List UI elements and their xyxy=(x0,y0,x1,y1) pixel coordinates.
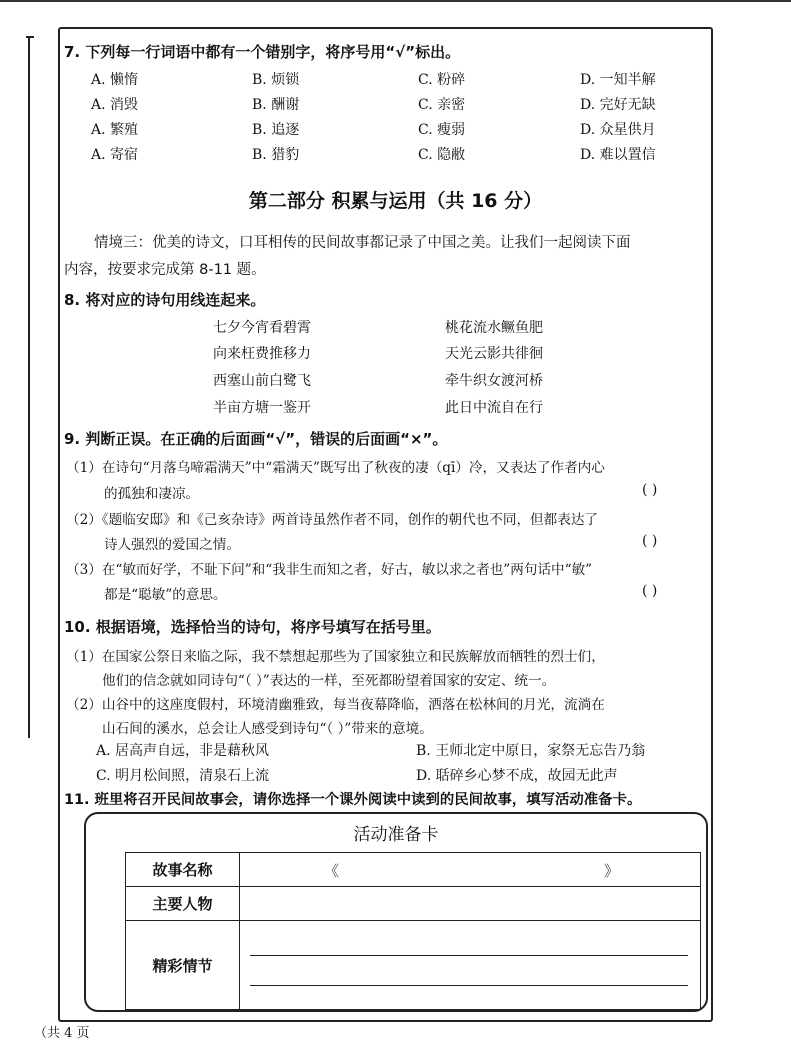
q7-option: C. 亲密 xyxy=(418,97,466,113)
q7-option: B. 追逐 xyxy=(252,122,300,138)
q10-title: 10. 根据语境，选择恰当的诗句，将序号填写在括号里。 xyxy=(64,618,441,636)
writing-line xyxy=(250,985,688,986)
binding-margin-line xyxy=(28,36,30,738)
binding-margin-tick xyxy=(26,36,34,38)
q10-option: C. 明月松间照，清泉石上流 xyxy=(96,768,270,784)
q10-option: A. 居高声自远，非是藉秋风 xyxy=(96,743,270,759)
page-footer: （共 4 页 xyxy=(34,1026,90,1041)
q9-item-text: （2）《题临安邸》和《己亥杂诗》两首诗虽然作者不同，创作的朝代也不同，但都表达了 xyxy=(66,512,599,528)
poem-line-right: 牵牛织女渡河桥 xyxy=(445,373,543,389)
poem-line-right: 此日中流自在行 xyxy=(445,400,543,416)
q9-item-text: （3）在“敏而好学，不耻下问”和“我非生而知之者，好古，敏以求之者也”两句话中“敏” xyxy=(66,562,593,578)
poem-line-left: 半亩方塘一鉴开 xyxy=(213,400,311,416)
q10-text: （2）山谷中的这座度假村，环境清幽雅致，每当夜幕降临，洒落在松林间的月光，流淌在 xyxy=(66,697,605,713)
story-name-field[interactable] xyxy=(240,853,701,887)
q7-option: B. 酬谢 xyxy=(252,97,300,113)
card-title: 活动准备卡 xyxy=(353,825,439,845)
poem-line-right: 天光云影共徘徊 xyxy=(445,346,543,362)
main-characters-field[interactable] xyxy=(240,887,701,921)
q11-title: 11. 班里将召开民间故事会，请你选择一个课外阅读中读到的民间故事，填写活动准备卡。 xyxy=(64,792,642,808)
q7-option: B. 猎豹 xyxy=(252,147,300,163)
scenario-text: 内容，按要求完成第 8-11 题。 xyxy=(64,262,266,278)
q7-option: D. 完好无缺 xyxy=(580,97,656,113)
q7-option: C. 粉碎 xyxy=(418,72,466,88)
q10-option: D. 聒碎乡心梦不成，故园无此声 xyxy=(416,768,618,784)
q7-option: C. 隐敝 xyxy=(418,147,466,163)
poem-line-left: 向来枉费推移力 xyxy=(213,346,311,362)
writing-line xyxy=(250,955,688,956)
scenario-text: 情境三：优美的诗文，口耳相传的民间故事都记录了中国之美。让我们一起阅读下面 xyxy=(94,235,631,251)
top-rule xyxy=(0,0,791,2)
q7-title: 7. 下列每一行词语中都有一个错别字，将序号用“√”标出。 xyxy=(64,43,461,61)
main-characters-label: 主要人物 xyxy=(126,887,240,921)
close-title-quote: 》 xyxy=(604,862,620,880)
q9-item-text: （1）在诗句“月落乌啼霜满天”中“霜满天”既写出了秋夜的凄（qī）冷，又表达了作者内心 xyxy=(66,460,605,476)
q10-text: 山石间的溪水，总会让人感受到诗句“（ ）”带来的意境。 xyxy=(102,721,433,737)
q9-item-text: 都是“聪敏”的意思。 xyxy=(104,587,227,603)
q7-option: D. 难以置信 xyxy=(580,147,656,163)
q8-title: 8. 将对应的诗句用线连起来。 xyxy=(64,291,266,309)
q7-option: D. 一知半解 xyxy=(580,72,656,88)
q7-option: A. 繁殖 xyxy=(91,122,139,138)
poem-line-left: 西塞山前白鹭飞 xyxy=(213,373,311,389)
answer-parentheses[interactable]: ( ) xyxy=(642,482,658,498)
q7-option: B. 烦锁 xyxy=(252,72,300,88)
story-name-label: 故事名称 xyxy=(126,853,240,887)
poem-line-left: 七夕今宵看碧霄 xyxy=(213,320,311,336)
highlight-plot-field[interactable] xyxy=(240,921,701,1010)
q9-item-text: 诗人强烈的爱国之情。 xyxy=(104,537,240,553)
open-title-quote: 《 xyxy=(324,862,340,880)
q7-option: A. 懒惰 xyxy=(91,72,139,88)
answer-parentheses[interactable]: ( ) xyxy=(642,533,658,549)
q10-text: （1）在国家公祭日来临之际，我不禁想起那些为了国家独立和民族解放而牺牲的烈士们， xyxy=(66,649,605,665)
answer-parentheses[interactable]: ( ) xyxy=(642,583,658,599)
q10-option: B. 王师北定中原日，家祭无忘告乃翁 xyxy=(416,743,646,759)
q7-option: D. 众星供月 xyxy=(580,122,656,138)
activity-prep-card xyxy=(84,812,708,1012)
q9-item-text: 的孤独和凄凉。 xyxy=(104,486,200,502)
section-title: 第二部分 积累与运用（共 16 分） xyxy=(248,190,543,212)
q7-option: A. 消毁 xyxy=(91,97,139,113)
card-table xyxy=(125,852,701,1010)
highlight-plot-label: 精彩情节 xyxy=(126,921,240,1010)
q7-option: C. 瘦弱 xyxy=(418,122,466,138)
q9-title: 9. 判断正误。在正确的后面画“√”，错误的后面画“×”。 xyxy=(64,430,448,448)
poem-line-right: 桃花流水鳜鱼肥 xyxy=(445,320,543,336)
q7-option: A. 寄宿 xyxy=(91,147,139,163)
q10-text: 他们的信念就如同诗句“（ ）”表达的一样，至死都盼望着国家的安定、统一。 xyxy=(102,673,556,689)
